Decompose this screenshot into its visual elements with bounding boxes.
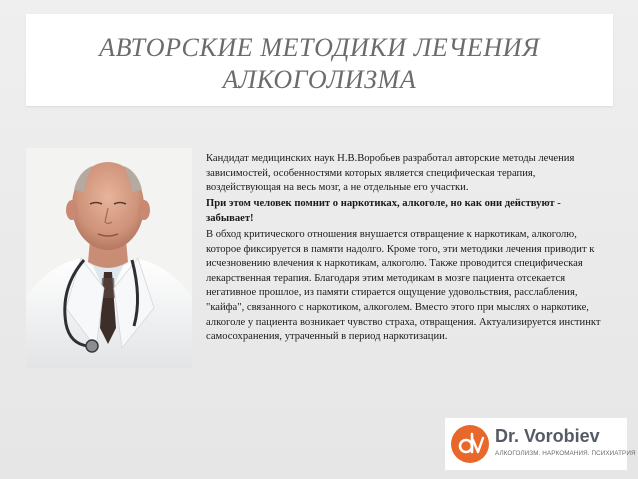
title-box [26,14,613,106]
paragraph-intro: Кандидат медицинских наук Н.В.Воробьев разработал авторские методы лечения зависимостей, особенностями которых является специфическая терапия, воздействующая на весь мозг, а не отдельные его участки. [206,153,575,194]
doctor-photo [26,148,192,368]
article-text [206,152,608,346]
slide-title-line-2: АЛКОГОЛИЗМА [222,65,417,94]
brand-subtitle: АЛКОГОЛИЗМ. НАРКОМАНИЯ. ПСИХИАТРИЯ [495,450,636,457]
brand-logo [445,418,636,470]
brand-name: Dr. Vorobiev [495,426,600,446]
dv-monogram-icon [451,425,489,463]
paragraph-highlight: При этом человек помнит о наркотиках, алкоголе, но как они действуют - забывает! [206,198,561,224]
doctor-portrait-icon [26,148,192,368]
slide-title [26,32,613,96]
slide-title-line-1: АВТОРСКИЕ МЕТОДИКИ ЛЕЧЕНИЯ [99,33,540,62]
paragraph-details: В обход критического отношения внушается отвращение к наркотикам, алкоголю, которое фиксируется в памяти надолго. Кроме того, эти методики лечения приводит к исчезновению влечения к наркотикам, алкоголю. Также проводится специфическая лекарственная терапия. Благодаря этим методикам в мозге пациента отсекается негативное прошлое, из памяти стирается ощущение удовольствия, расслабления, "кайфа", связанного с наркотиком, алкоголем. Вместо этого при мыслях о наркотике, алкоголе у пациента возникает чувство страха, отвращения. Актуализируется инстинкт самосохранения, утраченный в период наркотизации. [206,228,601,343]
